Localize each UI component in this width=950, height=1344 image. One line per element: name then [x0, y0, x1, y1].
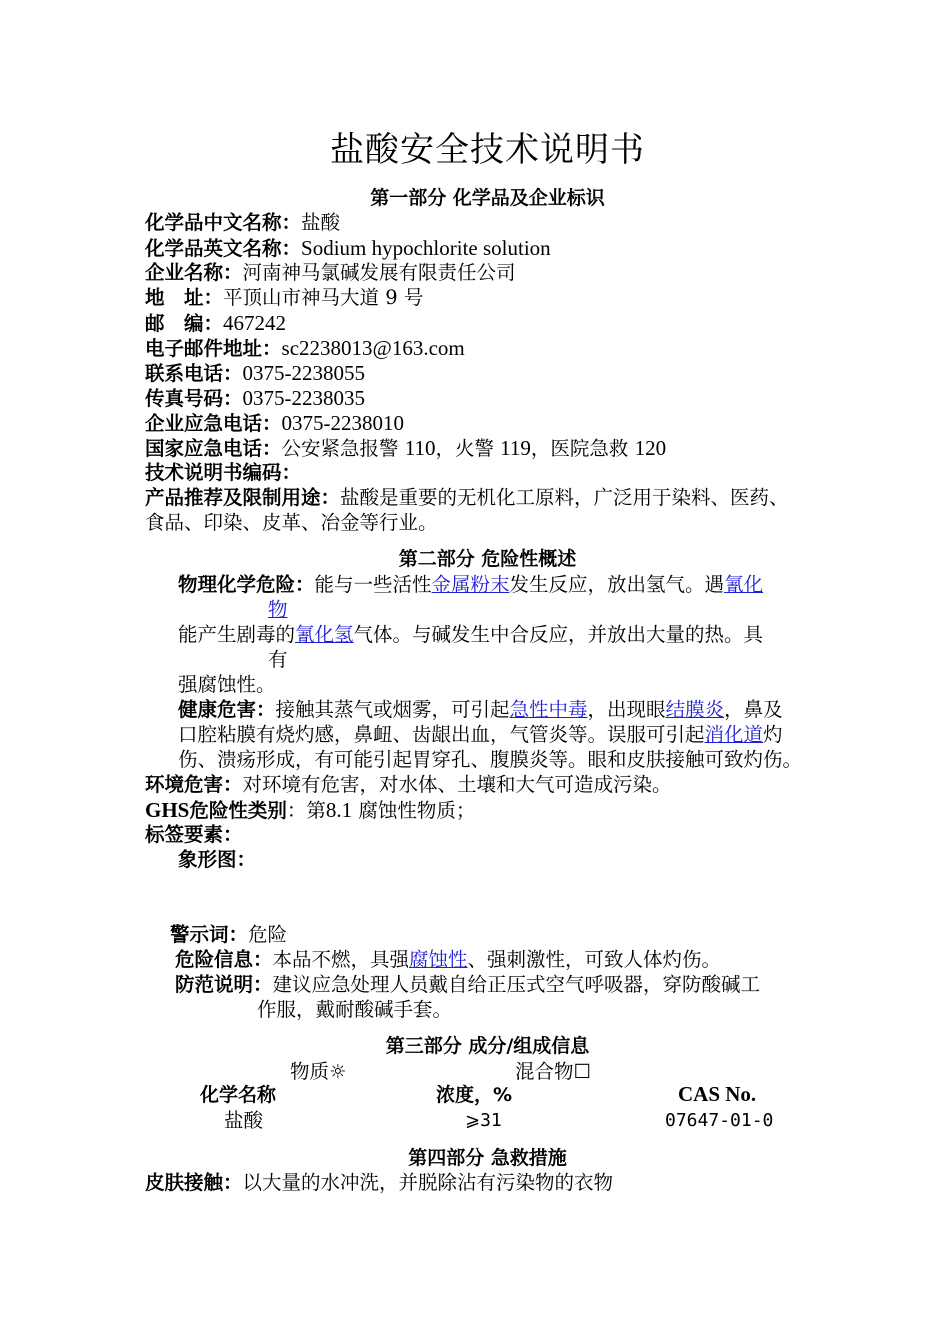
section-heading-part4: 第四部分 急救措施: [408, 1147, 567, 1169]
field-number: 120: [634, 436, 667, 460]
field-value: 危险: [248, 923, 288, 946]
field-value: 0375-2238035: [242, 386, 366, 410]
field-email: [145, 338, 465, 359]
field-label: 联系电话：: [145, 362, 243, 385]
phys-hazard-line1: [178, 575, 763, 595]
field-label: 企业应急电话：: [145, 412, 282, 435]
table-cell-cas: 07647-01-0: [665, 1110, 774, 1131]
field-label: 环境危害：: [145, 773, 243, 796]
substance-option: 物质☼: [290, 1060, 347, 1083]
health-hazard-line2: [178, 725, 783, 745]
label-elements: 标签要素：: [145, 823, 243, 846]
field-label: 产品推荐及限制用途：: [145, 486, 341, 509]
text: 气体。与碱发生中合反应，并放出大量的热。具: [353, 623, 764, 646]
field-value: Sodium hypochlorite solution: [301, 236, 551, 260]
text: 能产生剧毒的: [178, 623, 296, 646]
table-header-concentration: 浓度，%: [436, 1084, 513, 1106]
precaution-line1: [175, 975, 760, 995]
field-value: 河南神马氯碱发展有限责任公司: [242, 261, 516, 284]
text: 腐蚀性物质；: [352, 799, 476, 822]
field-value: 0375-2238055: [242, 361, 366, 385]
field-value: 467242: [223, 311, 287, 335]
phys-hazard-wrap2: 有: [268, 648, 288, 671]
section-heading-part2: 第二部分 危险性概述: [398, 548, 577, 570]
table-cell-name: 盐酸: [224, 1109, 264, 1132]
table-header-cas: CAS No.: [678, 1082, 757, 1106]
link-conjunctivitis[interactable]: 结膜炎: [665, 698, 725, 721]
link-cyanide-cont[interactable]: 物: [268, 598, 288, 621]
field-value: 0375-2238010: [281, 411, 405, 435]
field-address: [145, 288, 423, 308]
field-number: 8.1: [325, 798, 353, 822]
field-label: 物理化学危险：: [178, 573, 315, 596]
health-hazard-line1: [178, 700, 783, 720]
health-hazard-line3: 伤、溃疡形成，有可能引起胃穿孔、腹膜炎等。眼和皮肤接触可致灼伤。: [178, 748, 803, 771]
pictogram-label: 象形图：: [178, 848, 257, 871]
section-heading-part1: 第一部分 化学品及企业标识: [370, 187, 605, 209]
field-label: 化学品英文名称：: [145, 237, 302, 260]
field-en-name: [145, 238, 551, 259]
field-emergency: [145, 413, 404, 434]
field-spec-code: [145, 463, 301, 483]
field-label: 企业名称：: [145, 261, 243, 284]
field-value: 以大量的水冲洗，并脱除沾有污染物的衣物: [242, 1171, 614, 1194]
text: 接触其蒸气或烟雾，可引起: [275, 698, 510, 721]
link-acute-poisoning[interactable]: 急性中毒: [509, 698, 588, 721]
table-cell-concentration: ⩾31: [465, 1110, 502, 1131]
hazard-info: [175, 950, 721, 970]
ghs-category: [145, 800, 475, 821]
field-label: GHS: [145, 798, 190, 822]
field-label: 地 址：: [145, 286, 224, 309]
field-value: 盐酸: [301, 211, 341, 234]
field-use-cont: 食品、印染、皮革、冶金等行业。: [145, 511, 438, 534]
field-value: sc2238013@163.com: [281, 336, 465, 360]
field-company: [145, 263, 516, 283]
field-text: 公安紧急报警: [281, 437, 405, 460]
text: 口腔粘膜有烧灼感，鼻衄、齿龈出血，气管炎等。误服可引起: [178, 723, 705, 746]
text: 灼: [763, 723, 783, 746]
field-text: ，医院急救: [530, 437, 635, 460]
field-label: 化学品中文名称：: [145, 211, 302, 234]
field-value: 建议应急处理人员戴自给正压式空气呼吸器，穿防酸碱工: [272, 973, 761, 996]
field-label: 传真号码：: [145, 387, 243, 410]
text: 、强刺激性，可致人体灼伤。: [467, 948, 722, 971]
skin-contact: [145, 1173, 613, 1193]
mixture-option: 混合物☐: [515, 1060, 591, 1083]
link-metal-powder[interactable]: 金属粉末: [431, 573, 510, 596]
link-corrosive[interactable]: 腐蚀性: [409, 948, 468, 971]
field-value: 盐酸是重要的无机化工原料，广泛用于染料、医药、: [340, 486, 789, 509]
precaution-line2: 作服，戴耐酸碱手套。: [257, 998, 453, 1021]
field-number: 110: [404, 436, 436, 460]
link-digestive-tract[interactable]: 消化道: [704, 723, 764, 746]
text: 本品不燃，具强: [272, 948, 410, 971]
field-cn-name: [145, 213, 340, 233]
table-header-name: 化学名称: [200, 1084, 277, 1106]
field-label: 皮肤接触：: [145, 1171, 243, 1194]
phys-hazard-line2: [178, 625, 763, 645]
field-text: ，火警: [435, 437, 501, 460]
text: 第: [306, 799, 326, 822]
field-label: 危险信息：: [175, 948, 273, 971]
link-hydrogen-cyanide[interactable]: 氰化氢: [295, 623, 354, 646]
field-national-emergency: [145, 438, 666, 459]
field-label: 健康危害：: [178, 698, 276, 721]
field-label: 警示词：: [170, 923, 249, 946]
link-cyanide[interactable]: 氰化: [724, 573, 764, 596]
field-number: 119: [500, 436, 531, 460]
field-fax: [145, 388, 365, 409]
field-label: 防范说明：: [175, 973, 273, 996]
field-use: [145, 488, 789, 508]
phys-hazard-wrap1: [268, 600, 288, 620]
text: ，出现眼: [587, 698, 666, 721]
field-value: 对环境有危害，对水体、土壤和大气可造成污染。: [242, 773, 672, 796]
env-hazard: [145, 775, 672, 795]
field-label: 邮 编：: [145, 312, 224, 335]
field-label: 危险性类别: [189, 799, 287, 822]
text: ：: [286, 799, 307, 822]
field-label: 国家应急电话：: [145, 437, 282, 460]
field-label: 电子邮件地址：: [145, 337, 282, 360]
text: 发生反应，放出氢气。遇: [509, 573, 725, 596]
section-heading-part3: 第三部分 成分/组成信息: [385, 1035, 590, 1057]
field-phone: [145, 363, 365, 384]
text: 能与一些活性: [314, 573, 432, 596]
document-title: 盐酸安全技术说明书: [330, 130, 645, 170]
field-postcode: [145, 313, 286, 334]
signal-word: [170, 925, 287, 945]
field-value: 平顶山市神马大道 9 号: [223, 286, 424, 309]
phys-hazard-line3: 强腐蚀性。: [178, 673, 276, 696]
field-label: 技术说明书编码：: [145, 461, 302, 484]
text: ，鼻及: [724, 698, 783, 721]
